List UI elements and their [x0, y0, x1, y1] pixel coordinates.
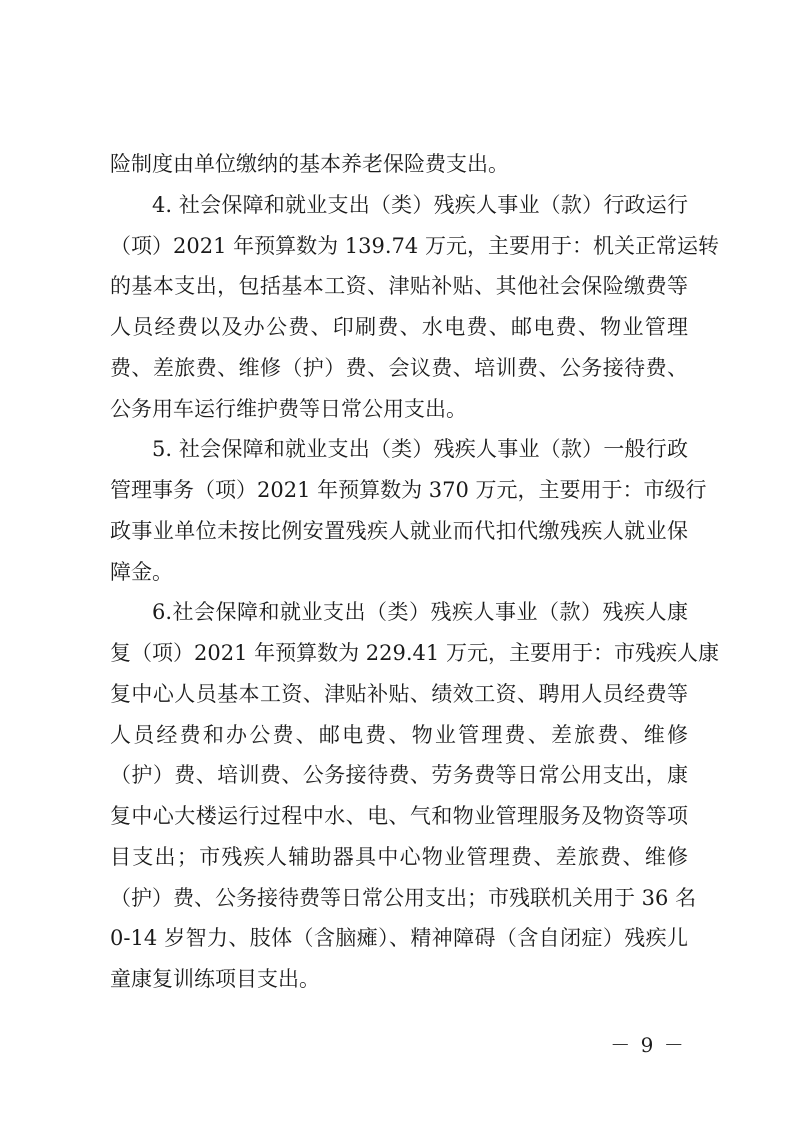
- paragraph-6-line-10: 童康复训练项目支出。: [110, 967, 320, 991]
- paragraph-6-line-6: 复中心大楼运行过程中水、电、气和物业管理服务及物资等项: [110, 804, 688, 828]
- paragraph-4-line-1: 4. 社会保障和就业支出（类）残疾人事业（款）行政运行: [152, 193, 688, 217]
- paragraph-4-line-3: 的基本支出，包括基本工资、津贴补贴、其他社会保险缴费等: [110, 274, 688, 298]
- paragraph-6-line-8: （护）费、公务接待费等日常公用支出；市残联机关用于 36 名: [110, 886, 697, 910]
- paragraph-6-line-1: 6.社会保障和就业支出（类）残疾人事业（款）残疾人康: [152, 600, 688, 624]
- paragraph-5-line-3: 政事业单位未按比例安置残疾人就业而代扣代缴残疾人就业保: [110, 519, 688, 543]
- paragraph-4-line-2: （项）2021 年预算数为 139.74 万元，主要用于：机关正常运转: [110, 234, 719, 258]
- paragraph-5-line-4: 障金。: [110, 560, 173, 584]
- page-number: － 9 －: [610, 1033, 686, 1057]
- paragraph-4-line-6: 公务用车运行维护费等日常公用支出。: [110, 397, 467, 421]
- paragraph-5-line-2: 管理事务（项）2021 年预算数为 370 万元，主要用于：市级行: [110, 478, 707, 502]
- paragraph-4-line-5: 费、差旅费、维修（护）费、会议费、培训费、公务接待费、: [110, 356, 688, 380]
- paragraph-0-line-1: 险制度由单位缴纳的基本养老保险费支出。: [110, 152, 509, 176]
- paragraph-6-line-2: 复（项）2021 年预算数为 229.41 万元，主要用于：市残疾人康: [110, 641, 719, 665]
- paragraph-6-line-5: （护）费、培训费、公务接待费、劳务费等日常公用支出，康: [110, 763, 688, 787]
- paragraph-6-line-4: 人员经费和办公费、邮电费、物业管理费、差旅费、维修: [110, 723, 688, 747]
- paragraph-4-line-4: 人员经费以及办公费、印刷费、水电费、邮电费、物业管理: [110, 315, 688, 339]
- paragraph-6-line-7: 目支出；市残疾人辅助器具中心物业管理费、差旅费、维修: [110, 845, 688, 869]
- paragraph-6-line-9: 0-14 岁智力、肢体（含脑瘫）、精神障碍（含自闭症）残疾儿: [110, 926, 688, 950]
- paragraph-5-line-1: 5. 社会保障和就业支出（类）残疾人事业（款）一般行政: [152, 437, 688, 461]
- paragraph-6-line-3: 复中心人员基本工资、津贴补贴、绩效工资、聘用人员经费等: [110, 682, 688, 706]
